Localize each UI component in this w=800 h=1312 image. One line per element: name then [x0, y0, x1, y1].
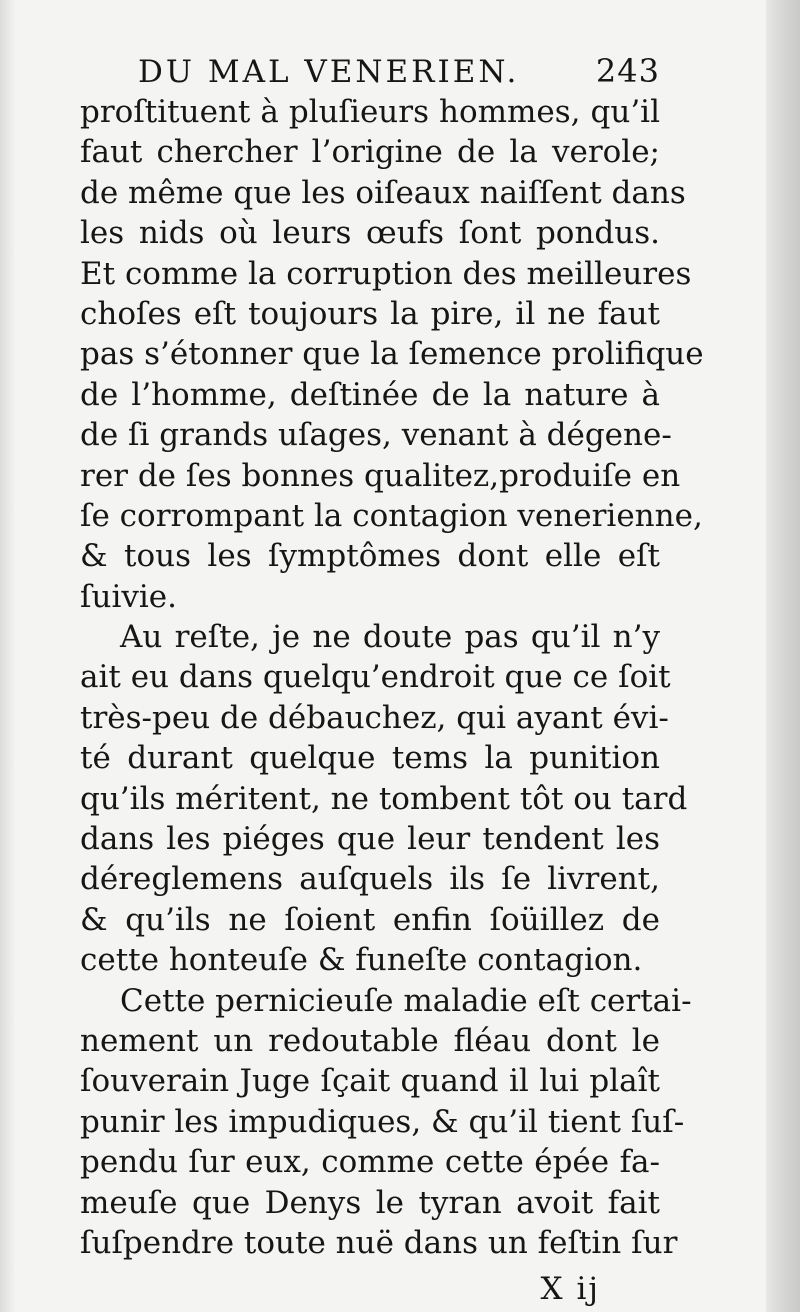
text-line: ſe corrompant la contagion venerienne, [80, 497, 703, 534]
text-line: faut chercher l’origine de la verole; [80, 134, 660, 171]
text-block [80, 46, 704, 1308]
text-line: de ſi grands uſages, venant à dégene- [80, 417, 672, 454]
text-line: très-peu de débauchez, qui ayant évi- [80, 699, 669, 736]
page-left-edge [0, 0, 14, 1312]
running-head [80, 46, 660, 92]
text-line: pendu ſur eux, comme cette épée fa- [80, 1144, 660, 1181]
text-line: de même que les oiſeaux naiſſent dans [80, 174, 686, 211]
text-line: déreglemens auſquels ils ſe livrent, [80, 861, 660, 898]
text-line: ait eu dans quelqu’endroit que ce ſoit [80, 659, 671, 696]
text-line: choſes eſt toujours la pire, il ne faut [80, 295, 660, 332]
running-title: DU MAL VENERIEN. [138, 54, 520, 90]
text-line: dans les piéges que leur tendent les [80, 821, 660, 858]
text-line: ſuivie. [80, 578, 177, 615]
text-line: Cette pernicieuſe maladie eſt certai- [120, 982, 692, 1019]
text-line: cette honteuſe & funeſte contagion. [80, 942, 643, 979]
text-line: meuſe que Denys le tyran avoit fait [80, 1184, 660, 1221]
footer [80, 1263, 660, 1307]
text-line: de l’homme, deſtinée de la nature à [80, 376, 660, 413]
page-number: 243 [595, 52, 660, 90]
text-line: & tous les ſymptômes dont elle eſt [80, 538, 660, 575]
text-line: rer de ſes bonnes qualitez,produiſe en [80, 457, 681, 494]
text-line: pas s’étonner que la ſemence prolifique [80, 336, 704, 373]
signature-mark: X ij [540, 1271, 600, 1308]
text-line: ſuſpendre toute nuë dans un feſtin ſur [80, 1224, 678, 1261]
text-line: té durant quelque tems la punition [80, 740, 660, 777]
body-text [80, 92, 704, 1263]
text-line: & qu’ils ne ſoient enfin ſoüillez de [80, 901, 660, 938]
text-line: Et comme la corruption des meilleures [80, 255, 692, 292]
text-line: qu’ils méritent, ne tombent tôt ou tard [80, 780, 688, 817]
text-line: ſouverain Juge ſçait quand il lui plaît [80, 1063, 660, 1100]
page-gutter-shadow [766, 0, 800, 1312]
text-line: les nids où leurs œufs ſont pondus. [80, 215, 660, 252]
text-line: nement un redoutable fléau dont le [80, 1022, 660, 1059]
text-line: proſtituent à pluſieurs hommes, qu’il [80, 94, 660, 130]
text-line: Au reſte, je ne doute pas qu’il n’y [120, 619, 660, 656]
text-line: punir les impudiques, & qu’il tient ſuſ- [80, 1103, 685, 1140]
